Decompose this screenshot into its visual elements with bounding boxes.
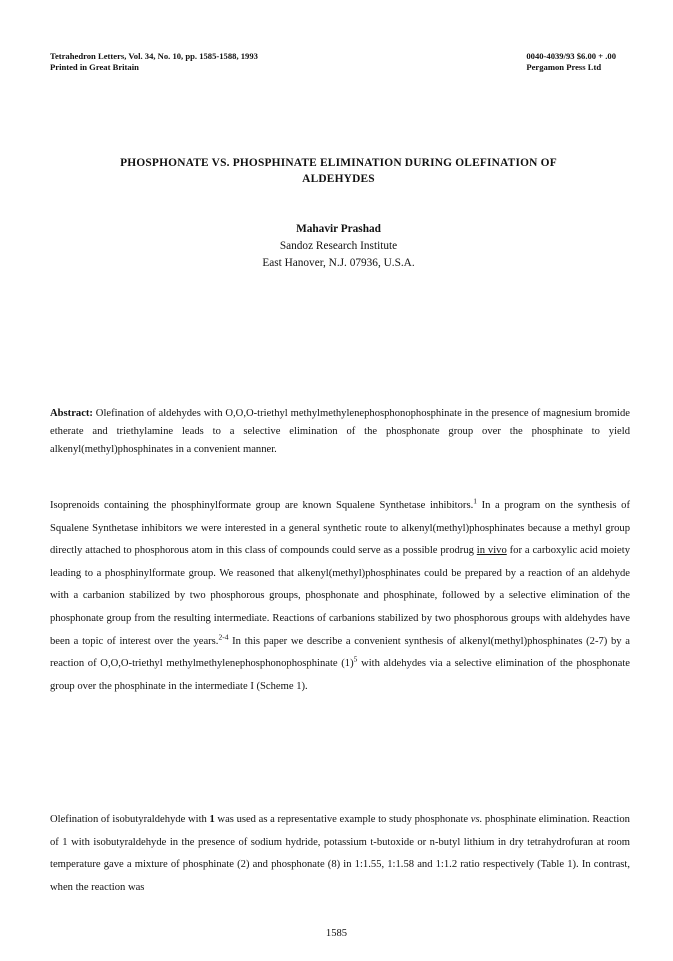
title-line-1: PHOSPHONATE VS. PHOSPHINATE ELIMINATION DURING OLEFINATION OF bbox=[120, 157, 557, 169]
p1-text-4: In this paper we describe a convenient synthesis of alkenyl(methyl)phosphinates (2-7) by a reaction of O,O,O-triethyl methylmethylenephosphonophosphinate (1) bbox=[50, 635, 630, 670]
running-header-right bbox=[526, 51, 616, 73]
p1-text-2: In a program on the synthesis of Squalene Synthetase inhibitors we were interested in a general synthetic route to alkenyl(methyl)phosphinates because a methyl group directly attached to phosphorous atom in this class of compounds could serve as a possible prodrug bbox=[50, 500, 630, 557]
abstract-text: Olefination of aldehydes with O,O,O-triethyl methylmethylenephosphonophosphinate in the presence of magnesium bromide etherate and triethylamine leads to a selective elimination of the phosphonate group over the phosphinate to yield alkenyl(methyl)phosphinates in a convenient manner. bbox=[50, 408, 630, 455]
p2-text-1: Olefination of isobutyraldehyde with bbox=[50, 814, 210, 825]
publisher: Pergamon Press Ltd bbox=[526, 62, 602, 72]
journal-citation: Tetrahedron Letters, Vol. 34, No. 10, pp. 1585-1588, 1993 bbox=[50, 51, 258, 61]
author-affiliation: Sandoz Research Institute bbox=[279, 240, 398, 252]
reference-2-4: 2-4 bbox=[218, 632, 229, 642]
body-paragraph-2 bbox=[50, 809, 630, 899]
author-name: Mahavir Prashad bbox=[296, 223, 381, 235]
author-address: East Hanover, N.J. 07936, U.S.A. bbox=[262, 257, 415, 269]
reference-1: 1 bbox=[473, 496, 477, 506]
printed-in: Printed in Great Britain bbox=[50, 62, 139, 72]
p1-text-1: Isoprenoids containing the phosphinylformate group are known Squalene Synthetase inhibitors. bbox=[50, 500, 474, 511]
abstract bbox=[50, 405, 630, 459]
compound-1: 1 bbox=[209, 814, 215, 825]
page-number: 1585 bbox=[325, 928, 348, 939]
article-code: 0040-4039/93 $6.00 + .00 bbox=[526, 51, 616, 61]
abstract-label: Abstract: bbox=[50, 408, 93, 419]
reference-5: 5 bbox=[353, 654, 358, 664]
p2-text-2: was used as a representative example to study phosphonate bbox=[214, 814, 471, 825]
title-line-2: ALDEHYDES bbox=[302, 173, 375, 185]
running-header-left bbox=[50, 51, 258, 73]
vs-term: vs. bbox=[470, 814, 483, 825]
body-paragraph-1 bbox=[50, 495, 630, 698]
in-vivo-term: in vivo bbox=[476, 545, 507, 557]
p2-text-3: phosphinate elimination. Reaction of 1 with isobutyraldehyde in the presence of sodium hydride, potassium t-butoxide or n-butyl lithium in dry tetrahydrofuran at room temperature gave a mixture of phosphinate (2) and phosphonate (8) in 1:1.55, 1:1.58 and 1:1.2 ratio respectively (Table 1). In contrast, when the reaction was bbox=[50, 814, 630, 893]
paper-title bbox=[60, 155, 617, 187]
author-block bbox=[60, 221, 617, 272]
p1-text-5: with aldehydes via a selective elimination of the phosphonate group over the phosphinate in the intermediate I (Scheme 1). bbox=[50, 658, 630, 692]
p1-text-3: for a carboxylic acid moiety leading to a phosphinylformate group. We reasoned that alkenyl(methyl)phosphinates could be prepared by a reaction of an aldehyde with a carbanion stabilized by two phosphorous groups, phosphonate and phosphinate, followed by a selective elimination of the phosphonate group from the resulting intermediate. Reactions of carbanions stabilized by two phosphorous groups with aldehydes have been a topic of interest over the years. bbox=[50, 545, 630, 647]
